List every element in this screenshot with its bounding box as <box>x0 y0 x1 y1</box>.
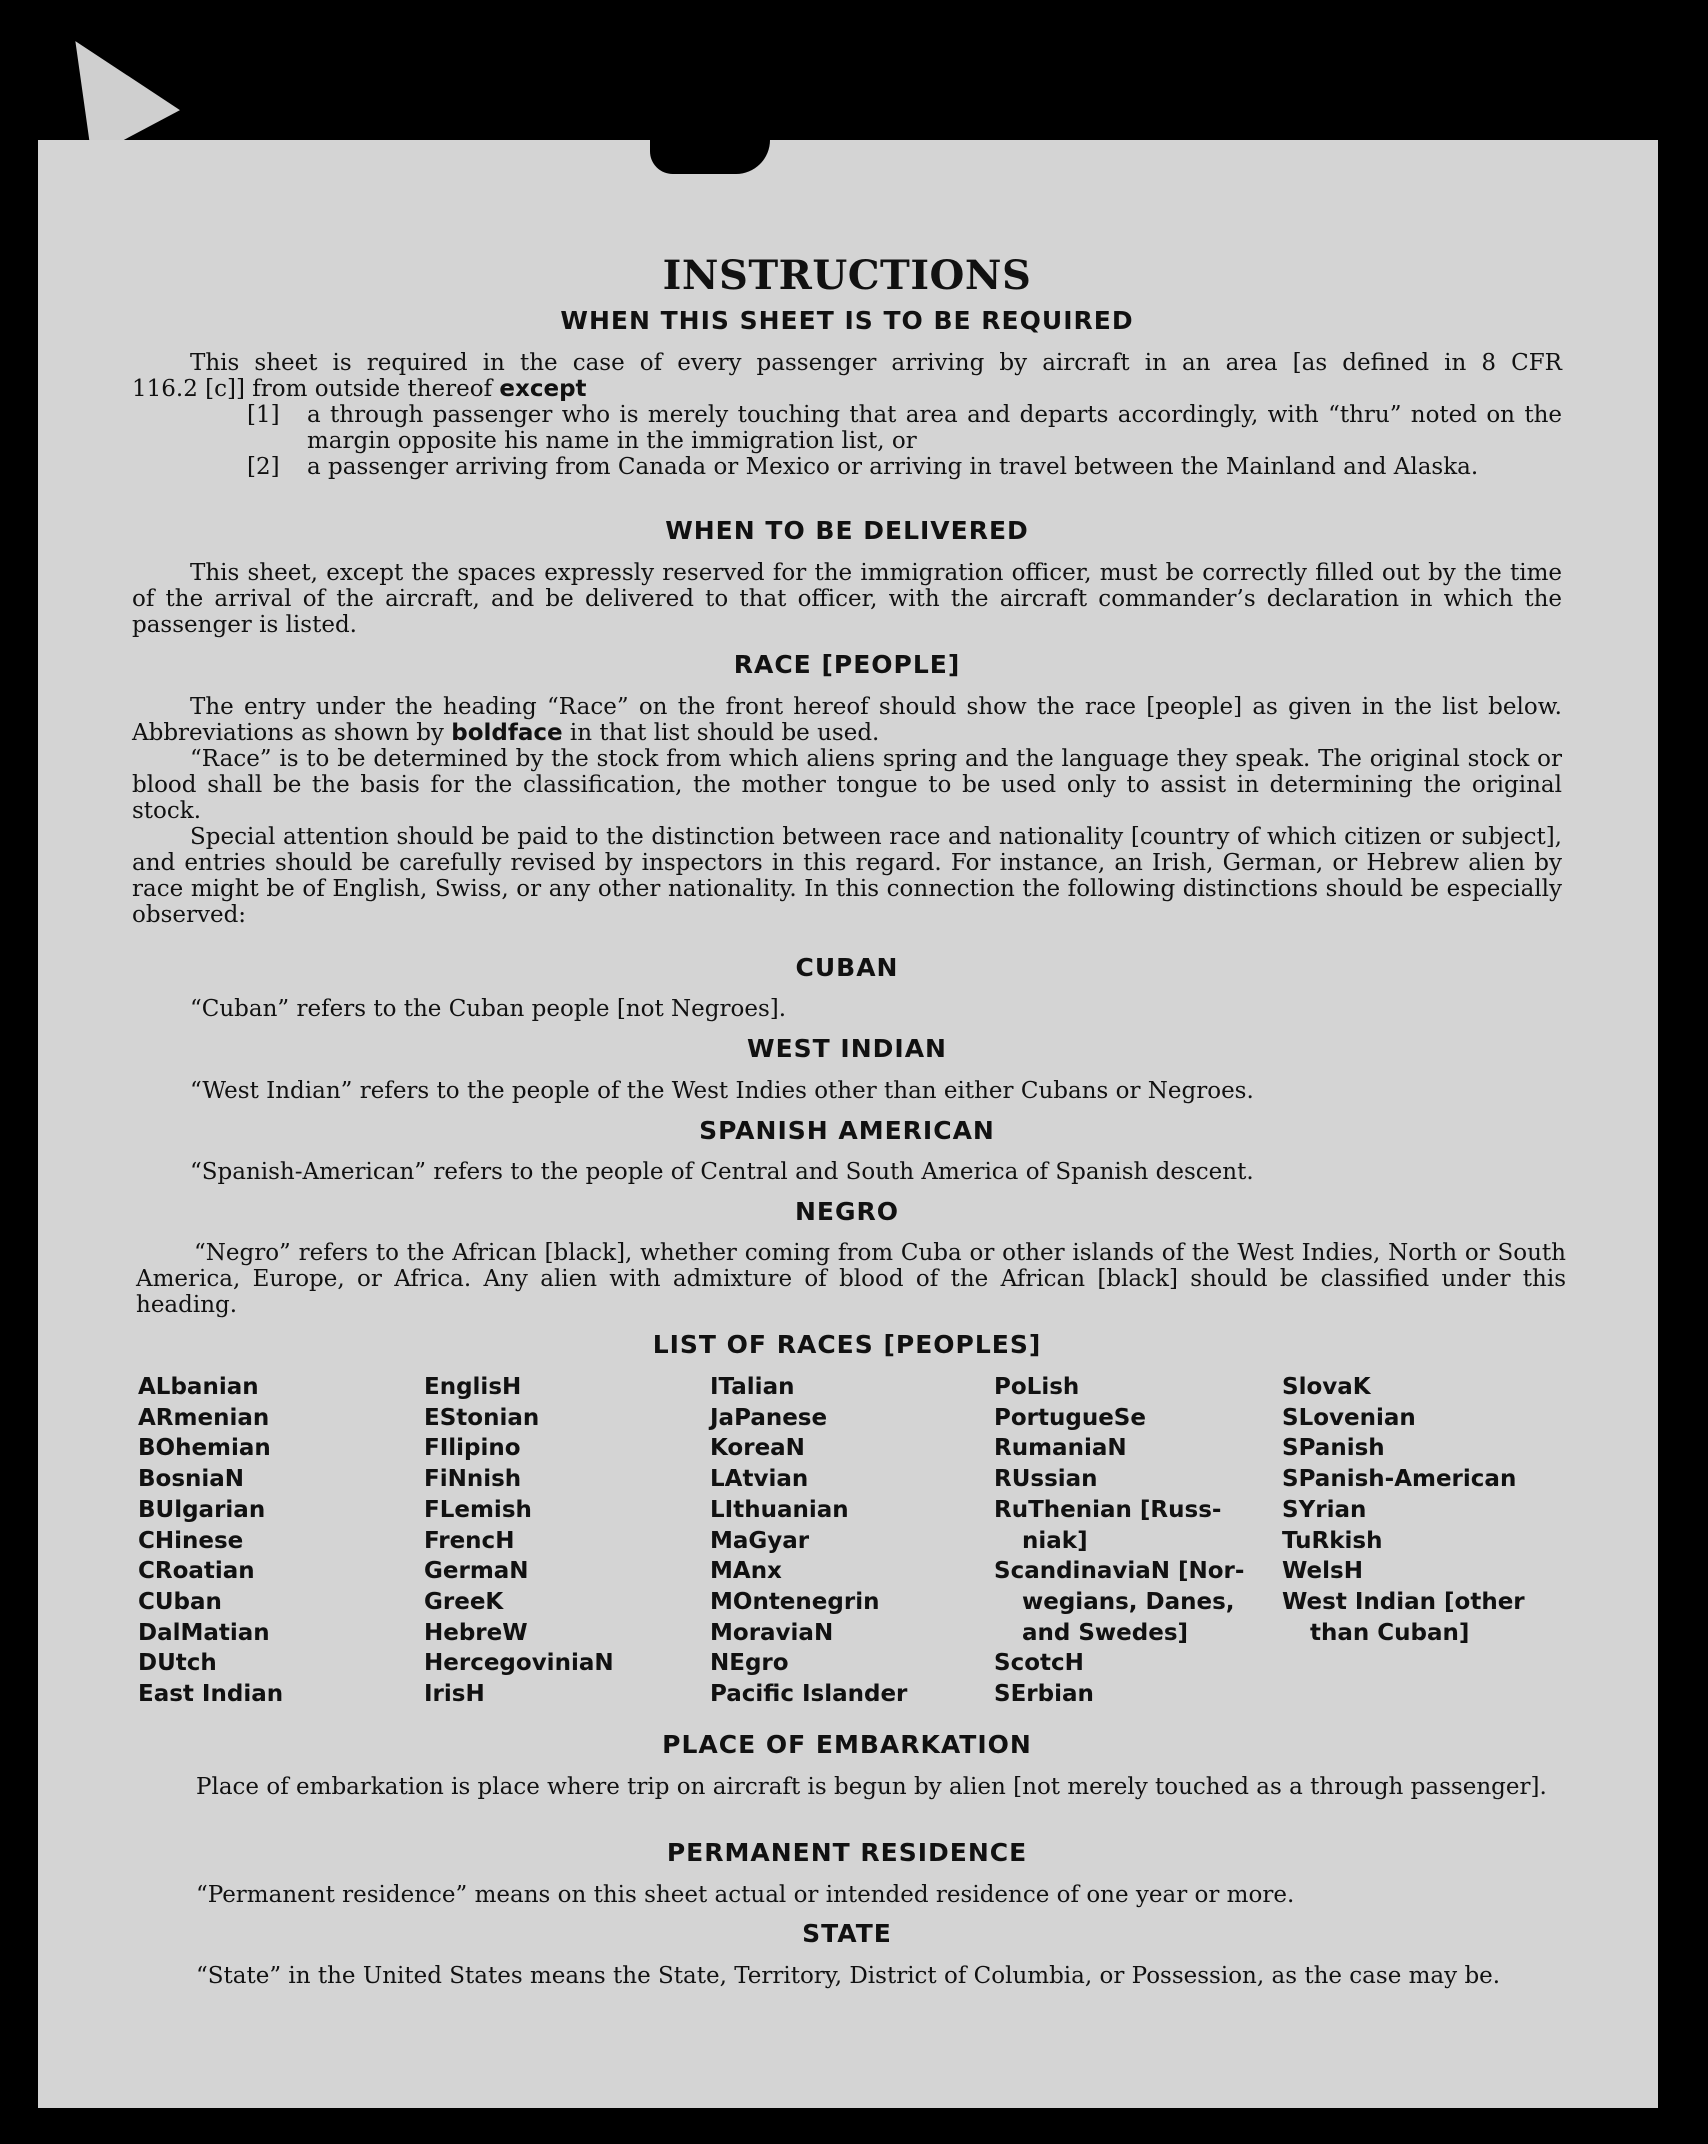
race-item: JaPanese <box>710 1404 828 1431</box>
race-item: SLovenian <box>1282 1404 1416 1431</box>
race-item: TuRkish <box>1282 1527 1383 1554</box>
race-item: CRoatian <box>138 1558 255 1585</box>
embarkation-text: Place of embarkation is place where trip on aircraft is begun by alien [not merely touched as a through passenger]. <box>196 1774 1547 1800</box>
race-item: ScotcH <box>994 1650 1084 1677</box>
race-item: DUtch <box>138 1650 217 1677</box>
race-item: RUssian <box>994 1466 1098 1493</box>
race-item: MoraviaN <box>710 1619 834 1646</box>
torn-corner <box>40 13 180 157</box>
race-item: WelsH <box>1282 1558 1363 1585</box>
races-column-1 <box>138 1372 283 1710</box>
race-p1-b: in that list should be used. <box>569 720 880 746</box>
races-column-5 <box>1282 1372 1525 1648</box>
race-item: FrencH <box>424 1527 515 1554</box>
heading-cuban: CUBAN <box>795 953 899 982</box>
race-item: IrisH <box>424 1681 485 1708</box>
race-item: wegians, Danes, <box>1022 1588 1235 1615</box>
race-item: RumaniaN <box>994 1435 1127 1462</box>
required-list <box>247 402 1562 480</box>
required-item-1-mark: [1] <box>247 402 280 428</box>
heading-state: STATE <box>802 1919 892 1948</box>
race-item: HercegoviniaN <box>424 1650 614 1677</box>
west-indian-text: “West Indian” refers to the people of the West Indies other than either Cubans or Negroes. <box>190 1078 1254 1104</box>
heading-embarkation: PLACE OF EMBARKATION <box>662 1730 1032 1759</box>
heading-west-indian: WEST INDIAN <box>747 1034 947 1063</box>
race-item: niak] <box>1022 1527 1088 1554</box>
race-p2: “Race” is to be determined by the stock from which aliens spring and the language they speak. The original stock or blood shall be the basis for the classification, the mother tongue to be used only to assist in determining the original stock. <box>132 746 1562 824</box>
required-item-2-mark: [2] <box>247 454 280 480</box>
required-item-2-text: a passenger arriving from Canada or Mexico or arriving in travel between the Mainland and Alaska. <box>307 454 1479 480</box>
race-item: RuThenian [Russ- <box>994 1496 1222 1523</box>
required-intro-line2-text: 116.2 [c]] from outside thereof <box>132 376 493 402</box>
race-item: LIthuanian <box>710 1496 849 1523</box>
race-item: CUban <box>138 1588 222 1615</box>
race-item: ARmenian <box>138 1404 270 1431</box>
race-item: SErbian <box>994 1681 1094 1708</box>
race-item: EStonian <box>424 1404 540 1431</box>
race-item: NEgro <box>710 1650 789 1677</box>
race-item: West Indian [other <box>1282 1588 1525 1615</box>
race-item: MAnx <box>710 1558 782 1585</box>
required-except: except <box>499 376 587 402</box>
race-item: CHinese <box>138 1527 244 1554</box>
required-item-1-text: a through passenger who is merely touching that area and departs accordingly, with “thru” noted on the margin opposite his name in the immigration list, or <box>307 402 1562 454</box>
race-item: than Cuban] <box>1310 1619 1470 1646</box>
race-item: EnglisH <box>424 1374 522 1400</box>
races-column-2 <box>424 1372 614 1710</box>
race-text <box>132 694 1562 928</box>
heading-spanish-american: SPANISH AMERICAN <box>699 1116 995 1145</box>
race-p1 <box>132 694 1562 746</box>
heading-residence: PERMANENT RESIDENCE <box>666 1838 1028 1867</box>
race-item: PoLish <box>994 1374 1080 1400</box>
required-intro-line1: This sheet is required in the case of every passenger arriving by aircraft in an area [as defined in 8 CFR <box>190 350 1562 376</box>
page-title: INSTRUCTIONS <box>662 252 1032 299</box>
race-item: East Indian <box>138 1681 284 1708</box>
race-item: SPanish <box>1282 1435 1385 1462</box>
race-item: FLemish <box>424 1496 532 1523</box>
race-item: BUlgarian <box>138 1496 266 1523</box>
race-item: ScandinaviaN [Nor- <box>994 1558 1245 1585</box>
race-item: Pacific Islander <box>710 1681 908 1708</box>
race-item: DalMatian <box>138 1619 270 1646</box>
heading-race: RACE [PEOPLE] <box>733 650 961 679</box>
race-item: LAtvian <box>710 1466 809 1493</box>
race-item: ALbanian <box>138 1374 259 1400</box>
required-item-1 <box>247 402 1562 454</box>
race-p3: Special attention should be paid to the distinction between race and nationality [country of which citizen or subject], and entries should be carefully revised by inspectors in this regard. For instance, an Irish, German, or Hebrew alien by race might be of English, Swiss, or any other nationality. In this connection the following distinctions should be especially observed: <box>132 824 1562 928</box>
race-item: PortugueSe <box>994 1404 1146 1431</box>
heading-negro: NEGRO <box>794 1197 900 1226</box>
race-item: BosniaN <box>138 1466 245 1493</box>
race-p1-a: The entry under the heading “Race” on the front hereof should show the race [people] as given in the list below. Abbreviations as shown by <box>132 694 1562 746</box>
negro-text: “Negro” refers to the African [black], whether coming from Cuba or other islands of the West Indies, North or South America, Europe, or Africa. Any alien with admixture of blood of the African [black] should be classified under this heading. <box>136 1240 1566 1318</box>
cuban-text: “Cuban” refers to the Cuban people [not Negroes]. <box>190 996 787 1022</box>
races-column-3 <box>710 1372 907 1710</box>
state-text: “State” in the United States means the State, Territory, District of Columbia, or Possession, as the case may be. <box>196 1963 1501 1989</box>
required-intro-line2 <box>132 376 1562 402</box>
spanish-american-text: “Spanish-American” refers to the people of Central and South America of Spanish descent. <box>190 1159 1254 1185</box>
race-item: SYrian <box>1282 1496 1367 1523</box>
residence-text: “Permanent residence” means on this sheet actual or intended residence of one year or more. <box>196 1882 1295 1908</box>
race-item: FiNnish <box>424 1466 522 1493</box>
race-item: KoreaN <box>710 1435 805 1462</box>
paper-tear <box>650 140 770 174</box>
race-item: GermaN <box>424 1558 529 1585</box>
race-item: ITalian <box>710 1374 795 1400</box>
race-item: BOhemian <box>138 1435 271 1462</box>
delivered-text: This sheet, except the spaces expressly reserved for the immigration officer, must be correctly filled out by the time of the arrival of the aircraft, and be delivered to that officer, with the aircraft commander’s declaration in which the passenger is listed. <box>132 560 1562 638</box>
race-item: GreeK <box>424 1588 504 1615</box>
heading-required: WHEN THIS SHEET IS TO BE REQUIRED <box>560 306 1134 335</box>
race-item: MaGyar <box>710 1527 810 1554</box>
races-column-4 <box>994 1372 1244 1710</box>
race-item: HebreW <box>424 1619 528 1646</box>
heading-list-of-races: LIST OF RACES [PEOPLES] <box>652 1330 1042 1359</box>
race-item: SPanish-American <box>1282 1466 1517 1493</box>
race-item: and Swedes] <box>1022 1619 1189 1646</box>
race-item: MOntenegrin <box>710 1588 880 1615</box>
race-p1-bold: boldface <box>451 720 563 746</box>
race-item: SlovaK <box>1282 1374 1371 1400</box>
heading-delivered: WHEN TO BE DELIVERED <box>665 516 1029 545</box>
required-intro <box>132 350 1562 402</box>
required-item-2 <box>247 454 1562 480</box>
race-item: FIlipino <box>424 1435 521 1462</box>
